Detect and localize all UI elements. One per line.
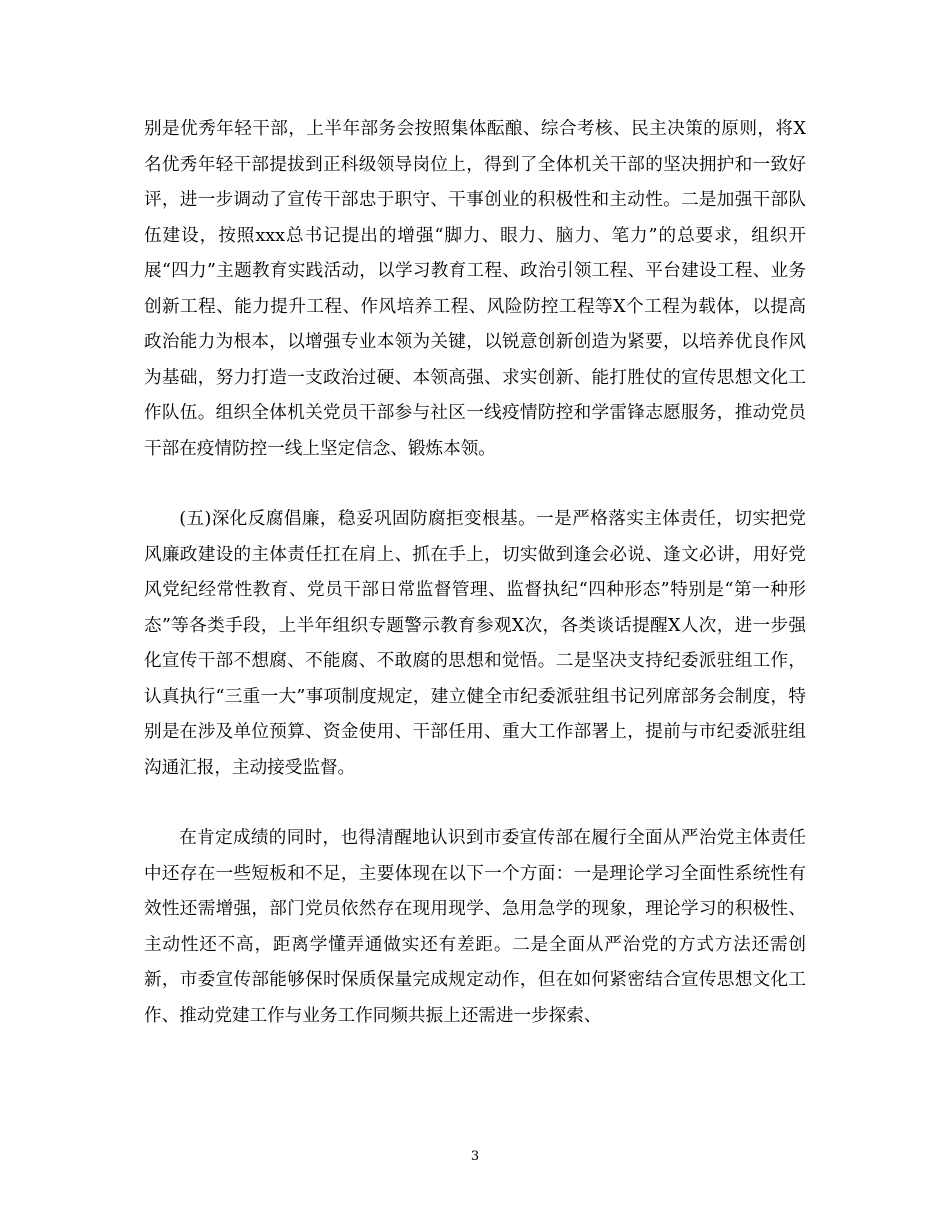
paragraph-gap [144, 467, 806, 502]
page-number: 3 [470, 1149, 480, 1164]
paragraph-anti-corruption: (五)深化反腐倡廉，稳妥巩固防腐拒变根基。一是严格落实主体责任，切实把党风廉政建设的主体责任扛在肩上、抓在手上，切实做到逢会必说、逢文必讲，用好党风党纪经常性教育、党员干部日常监督管理、监督执纪“四种形态”特别是“第一种形态”等各类手段，上半年组织专题警示教育参观X次，各类谈话提醒X人次，进一步强化宣传干部不想腐、不能腐、不敢腐的思想和觉悟。二是坚决支持纪委派驻组工作，认真执行“三重一大”事项制度规定，建立健全市纪委派驻组书记列席部务会制度，特别是在涉及单位预算、资金使用、干部任用、重大工作部署上，提前与市纪委派驻组沟通汇报，主动接受监督。 [144, 509, 806, 778]
paragraph-gap [144, 786, 806, 821]
document-body [144, 112, 806, 1034]
paragraph-cadre-team: 别是优秀年轻干部，上半年部务会按照集体酝酿、综合考核、民主决策的原则，将X名优秀年轻干部提拔到正科级领导岗位上，得到了全体机关干部的坚决拥护和一致好评，进一步调动了宣传干部忠于职守、干事创业的积极性和主动性。二是加强干部队伍建设，按照xxx总书记提出的增强“脚力、眼力、脑力、笔力”的总要求，组织开展“四力”主题教育实践活动，以学习教育工程、政治引领工程、平台建设工程、业务创新工程、能力提升工程、作风培养工程、风险防控工程等X个工程为载体，以提高政治能力为根本，以增强专业本领为关键，以锐意创新创造为紧要，以培养优良作风为基础，努力打造一支政治过硬、本领高强、求实创新、能打胜仗的宣传思想文化工作队伍。组织全体机关党员干部参与社区一线疫情防控和学雷锋志愿服务，推动党员干部在疫情防控一线上坚定信念、锻炼本领。 [144, 119, 806, 459]
paragraph-shortcomings: 在肯定成绩的同时，也得清醒地认识到市委宣传部在履行全面从严治党主体责任中还存在一些短板和不足，主要体现在以下一个方面：一是理论学习全面性系统性有效性还需增强，部门党员依然存在现用现学、急用急学的现象，理论学习的积极性、主动性还不高，距离学懂弄通做实还有差距。二是全面从严治党的方式方法还需创新，市委宣传部能够保时保质保量完成规定动作，但在如何紧密结合宣传思想文化工作、推动党建工作与业务工作同频共振上还需进一步探索、 [144, 828, 806, 1026]
